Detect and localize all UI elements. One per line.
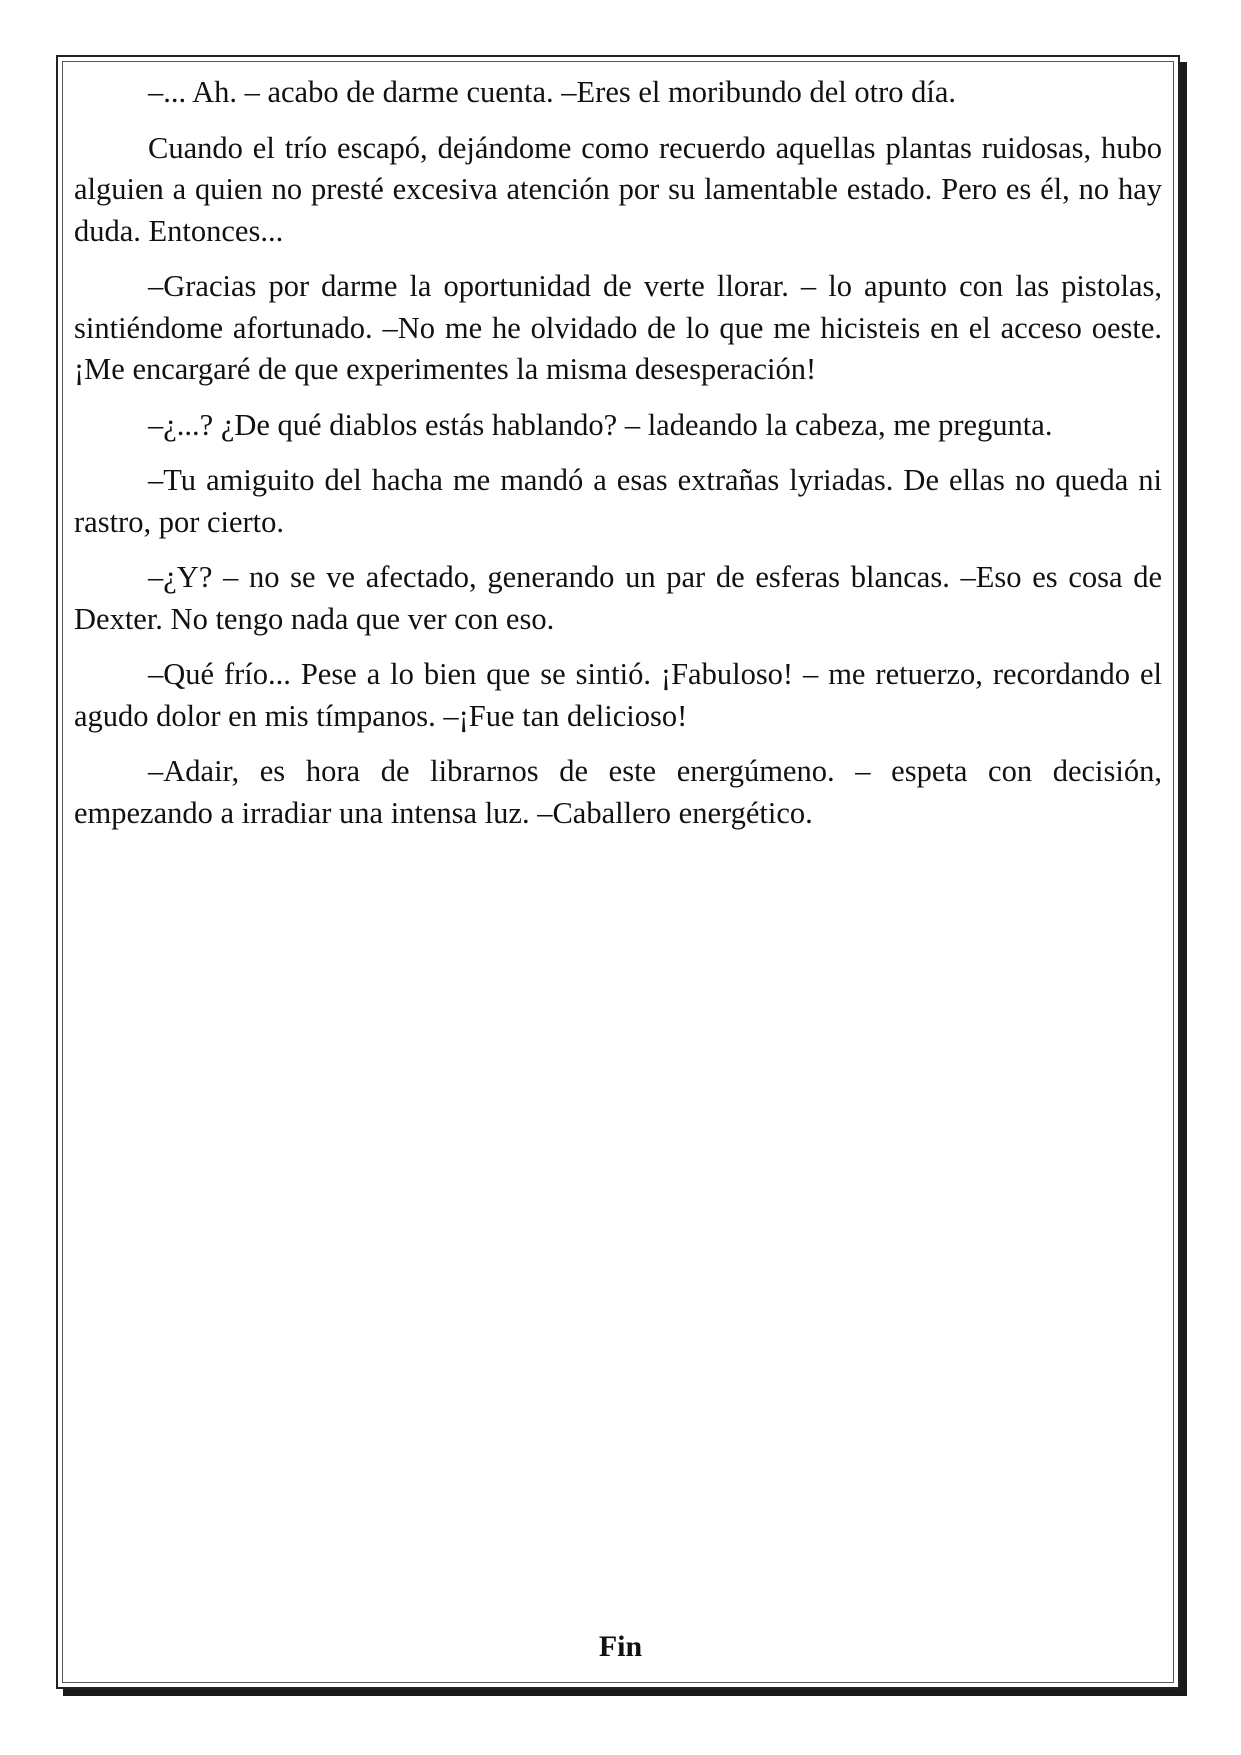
paragraph: –Tu amiguito del hacha me mandó a esas extrañas lyriadas. De ellas no queda ni rastro, por cierto. <box>74 463 1162 539</box>
paragraph: –Gracias por darme la oportunidad de verte llorar. – lo apunto con las pistolas, sintiéndome afortunado. –No me he olvidado de lo que me hicisteis en el acceso oeste. ¡Me encargaré de que experimentes la misma desesperación! <box>74 269 1162 386</box>
paragraph: –Adair, es hora de librarnos de este energúmeno. – espeta con decisión, empezando a irradiar una intensa luz. –Caballero energético. <box>74 754 1162 830</box>
paragraph: –Qué frío... Pese a lo bien que se sintió. ¡Fabuloso! – me retuerzo, recordando el agudo dolor en mis tímpanos. –¡Fue tan delicioso! <box>74 657 1162 733</box>
end-marker: Fin <box>598 1630 643 1663</box>
document-body <box>74 72 1162 848</box>
paragraph: –¿Y? – no se ve afectado, generando un par de esferas blancas. –Eso es cosa de Dexter. No tengo nada que ver con eso. <box>74 560 1162 636</box>
paragraph: –... Ah. – acabo de darme cuenta. –Eres el moribundo del otro día. <box>148 75 956 109</box>
paragraph: Cuando el trío escapó, dejándome como recuerdo aquellas plantas ruidosas, hubo alguien a quien no presté excesiva atención por su lamentable estado. Pero es él, no hay duda. Entonces... <box>74 130 1162 248</box>
paragraph: –¿...? ¿De qué diablos estás hablando? – ladeando la cabeza, me pregunta. <box>148 407 1053 442</box>
